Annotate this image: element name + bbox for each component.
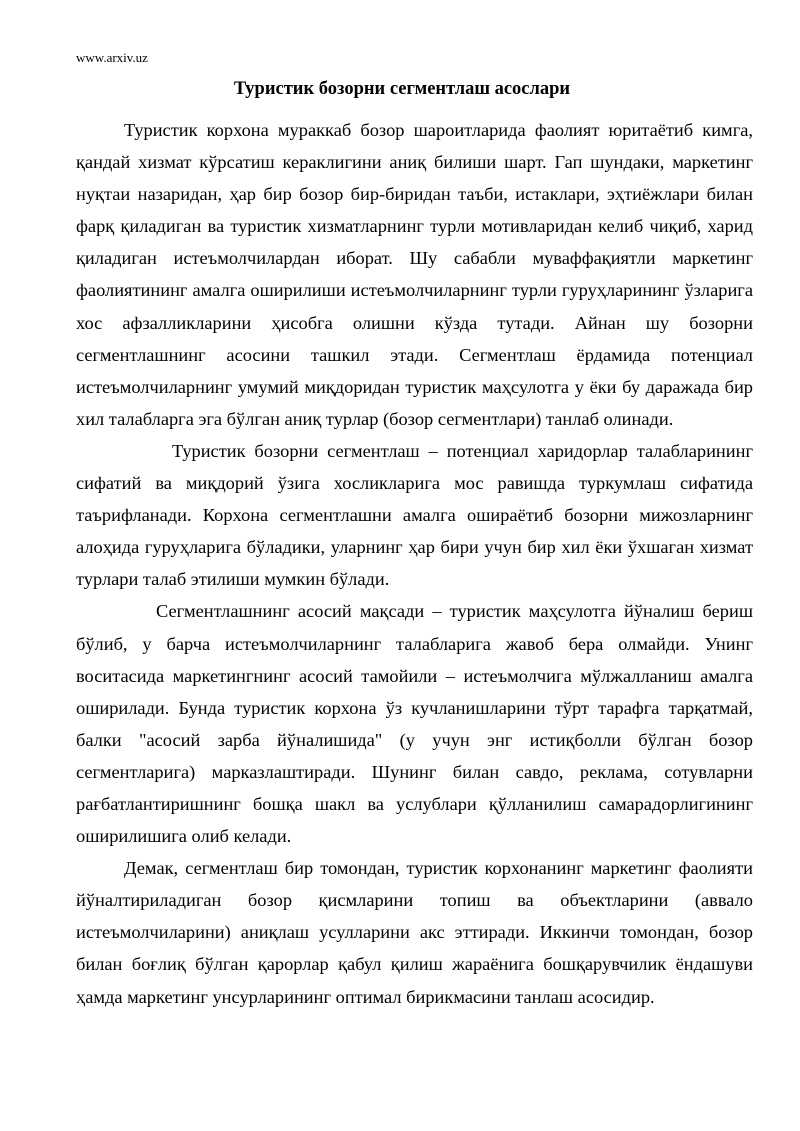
paragraph: Сегментлашнинг асосий мақсади – туристик маҳсулотга йўналиш бериш бўлиб, у барча истеъмолчиларнинг талабларига жавоб бера олмайди. Унинг воситасида маркетингнинг асосий тамойили – истеъмолчига мўлжалланиш амалга оширилади. Бунда туристик корхона ўз кучланишларини тўрт тарафга тарқатмай, балки "асосий зарба йўналишида" (у учун энг истиқболли бўлган бозор сегментларига) марказлаштиради. Шунинг билан савдо, реклама, сотувларни рағбатлантиришнинг бошқа шакл ва услублари қўлланилиш самарадорлигининг оширилишига олиб келади.	[76, 601, 753, 847]
document-title: Туристик бозорни сегментлаш асослари	[233, 79, 571, 99]
site-url: www.arxiv.uz	[76, 50, 148, 65]
document-body	[76, 114, 753, 1013]
paragraph: Туристик бозорни сегментлаш – потенциал харидорлар талабларининг сифатий ва миқдорий ўзига хосликларига мос равишда туркумлаш сифатида таърифланади. Корхона сегментлашни амалга ошираётиб бозорни мижозларнинг алоҳида гуруҳларига бўладики, уларнинг ҳар бири учун бир хил ёки ўхшаган хизмат турлари талаб этилиши мумкин бўлади.	[76, 440, 753, 590]
paragraph: Демак, сегментлаш бир томондан, туристик корхонанинг маркетинг фаолияти йўналтириладиган бозор қисмларини топиш ва объектларини (аввало истеъмолчиларини) аниқлаш усулларини акс эттиради. Иккинчи томондан, бозор билан боғлиқ бўлган қарорлар қабул қилиш жараёнига бошқарувчилик ёндашуви ҳамда маркетинг унсурларининг оптимал бирикмасини танлаш асосидир.	[76, 858, 753, 1007]
paragraph: Туристик корхона мураккаб бозор шароитларида фаолият юритаётиб кимга, қандай хизмат кўрсатиш кераклигини аниқ билиши шарт. Гап шундаки, маркетинг нуқтаи назаридан, ҳар бир бозор бир-биридан таъби, истаклари, эҳтиёжлари билан фарқ қиладиган ва туристик хизматларнинг турли мотивларидан келиб чиқиб, харид қиладиган истеъмолчилардан иборат. Шу сабабли муваффақиятли маркетинг фаолиятининг амалга оширилиши истеъмолчиларнинг турли гуруҳларининг ўзларига хос афзалликларини ҳисобга олишни кўзда тутади. Айнан шу бозорни сегментлашнинг асосини ташкил этади. Сегментлаш ёрдамида потенциал истеъмолчиларнинг умумий миқдоридан туристик маҳсулотга у ёки бу даражада бир хил талабларга эга бўлган аниқ турлар (бозор сегментлари) танлаб олинади.	[76, 120, 753, 429]
